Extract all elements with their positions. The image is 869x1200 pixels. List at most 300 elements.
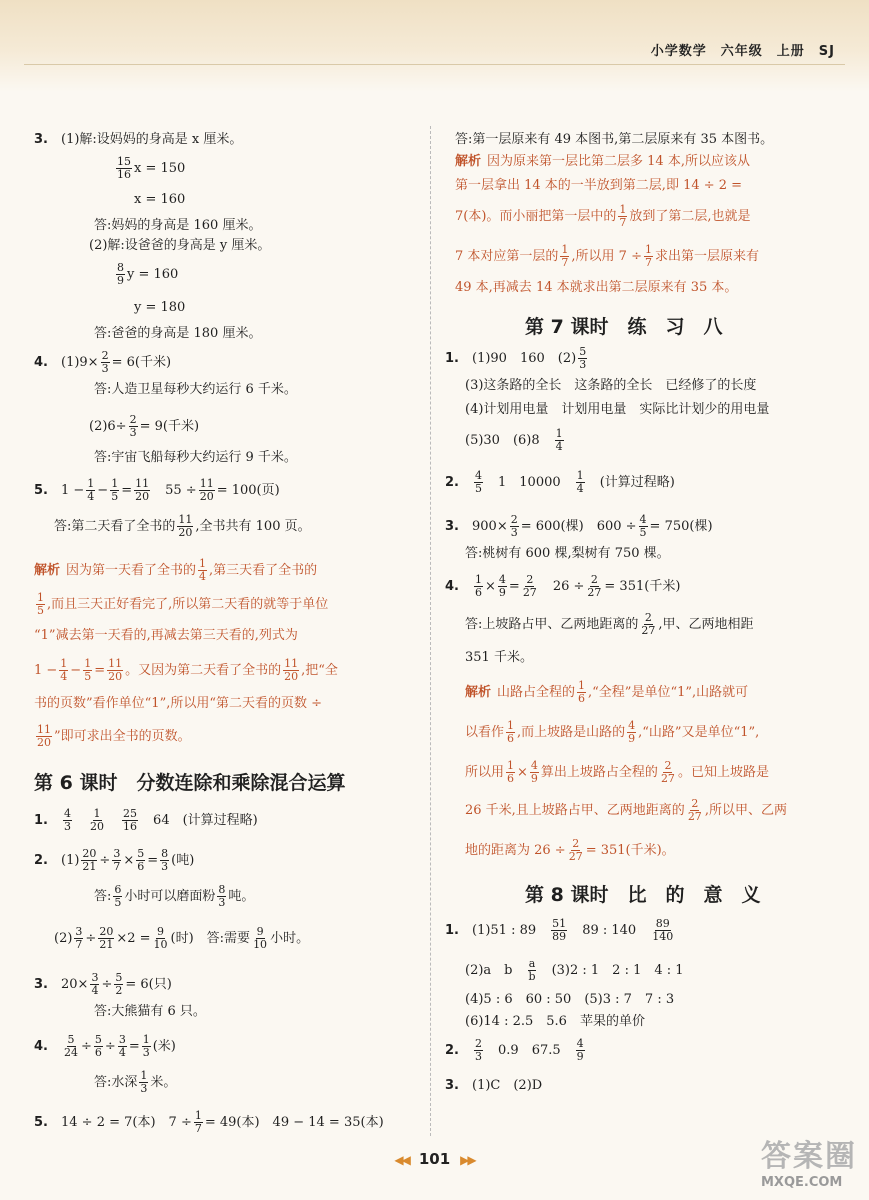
- fraction: [660, 760, 676, 785]
- denominator: 27: [687, 810, 702, 823]
- fraction: [586, 574, 602, 599]
- text-segment: ,“山路”又是单位“1”,: [638, 725, 760, 740]
- prev-analysis-line2: 第一层拿出 14 本的一半放到第二层,即 14 ÷ 2 =: [455, 178, 743, 193]
- text-segment: (2)a b: [465, 963, 513, 978]
- fraction: [136, 848, 145, 873]
- header-rule: [24, 64, 845, 65]
- fraction: [474, 1038, 483, 1063]
- text-segment: 。已知上坡路是: [677, 765, 769, 780]
- text-segment: 4.: [34, 1039, 48, 1054]
- text-segment: 26 ÷: [552, 579, 585, 594]
- fraction: [644, 244, 653, 269]
- numerator: 1: [142, 1033, 150, 1046]
- l7-q3-answer: 答:桃树有 600 棵,梨树有 750 棵。: [465, 546, 670, 561]
- text-segment: 吨。: [228, 889, 255, 904]
- numerator: 8: [218, 883, 226, 896]
- fraction: [177, 514, 193, 539]
- fraction: [112, 848, 121, 873]
- denominator: 16: [117, 168, 131, 181]
- fraction: [63, 808, 72, 833]
- fraction: [36, 592, 45, 617]
- text-segment: ×: [123, 853, 135, 868]
- l7-q1-line2: (3)这条路的全长 这条路的全长 已经修了的长度: [465, 378, 757, 393]
- text-segment: 答:上坡路占甲、乙两地距离的: [465, 617, 639, 632]
- text-segment: 因为原来第一层比第二层多 14 本,所以应该从: [487, 154, 750, 169]
- text-segment: 答:: [94, 889, 112, 904]
- fraction: [627, 720, 636, 745]
- l7-q1-line4: [465, 428, 566, 453]
- text-segment: (1)解:设妈妈的身高是 x 厘米。: [61, 132, 243, 147]
- numerator: 1: [140, 1069, 148, 1082]
- denominator: 10: [153, 938, 168, 951]
- l6-q2-answer: [94, 884, 254, 909]
- denominator: 20: [108, 670, 123, 683]
- denominator: 4: [118, 1046, 126, 1059]
- text-segment: ,甲、乙两地相距: [658, 617, 754, 632]
- text-segment: (2): [54, 931, 73, 946]
- fraction: [142, 1034, 151, 1059]
- denominator: 89: [552, 930, 567, 943]
- l7-q1-line1: [445, 346, 589, 371]
- denominator: 20: [135, 490, 150, 503]
- text-segment: ×: [517, 765, 528, 780]
- fraction: [555, 428, 564, 453]
- numerator: 9: [256, 925, 264, 938]
- text-segment: 5.: [34, 1115, 48, 1130]
- text-segment: x = 150: [134, 161, 186, 176]
- text-segment: y = 160: [127, 267, 179, 282]
- q4-answer1: 答:人造卫星每秒大约运行 6 千米。: [94, 382, 297, 397]
- numerator: 4: [498, 573, 506, 586]
- numerator: 1: [576, 469, 584, 482]
- fraction: [94, 1034, 103, 1059]
- text-segment: =: [508, 579, 520, 594]
- denominator: 7: [561, 256, 569, 269]
- text-segment: 1.: [34, 813, 48, 828]
- fraction: [63, 1034, 79, 1059]
- denominator: 4: [91, 984, 99, 997]
- text-segment: 山路占全程的: [497, 685, 576, 700]
- numerator: 4: [475, 469, 482, 482]
- denominator: 3: [64, 820, 71, 833]
- l7-q2: [445, 470, 675, 495]
- q3-answer2: 答:爸爸的身高是 180 厘米。: [94, 326, 262, 341]
- denominator: 7: [113, 860, 121, 873]
- numerator: 2: [526, 573, 534, 586]
- fraction: [122, 808, 138, 833]
- l6-q4-answer: [94, 1070, 176, 1095]
- fraction: [474, 470, 483, 495]
- text-segment: 答:第二天看了全书的: [54, 519, 176, 534]
- l7-analysis-line3: [465, 760, 769, 785]
- text-segment: 1 −: [61, 483, 85, 498]
- text-segment: = 600(棵) 600 ÷: [520, 519, 637, 534]
- numerator: 3: [118, 1033, 126, 1046]
- denominator: 3: [101, 362, 109, 375]
- denominator: 3: [129, 426, 137, 439]
- fraction: [198, 558, 207, 583]
- text-segment: 小时。: [270, 931, 310, 946]
- denominator: 5: [475, 482, 482, 495]
- denominator: 4: [576, 482, 584, 495]
- denominator: 4: [555, 440, 563, 453]
- numerator: 11: [108, 657, 123, 670]
- text-segment: ÷: [104, 1039, 116, 1054]
- denominator: 21: [82, 860, 97, 873]
- text-segment: 1.: [445, 923, 459, 938]
- denominator: 20: [199, 490, 214, 503]
- q4-line3: [89, 414, 199, 439]
- text-segment: 3.: [445, 1078, 459, 1093]
- l8-q1-line4: (6)14 : 2.5 5.6 苹果的单价: [465, 1014, 645, 1029]
- numerator: 1: [87, 477, 95, 490]
- prev-analysis-line3: [455, 204, 751, 229]
- denominator: 140: [652, 930, 674, 943]
- numerator: 3: [113, 847, 121, 860]
- numerator: 4: [64, 807, 71, 820]
- denominator: 5: [114, 896, 122, 909]
- numerator: 8: [161, 847, 169, 860]
- numerator: 1: [84, 657, 92, 670]
- numerator: 4: [628, 719, 636, 732]
- denominator: 5: [37, 604, 44, 617]
- fraction: [510, 514, 519, 539]
- prev-page-arrows-icon: ◀◀: [394, 1153, 409, 1167]
- text-segment: = 9(千米): [139, 419, 200, 434]
- fraction: [107, 658, 123, 683]
- text-segment: 答案圈: [761, 1139, 857, 1174]
- text-segment: (5)30 (6)8: [465, 433, 540, 448]
- fraction: [90, 972, 99, 997]
- numerator: 2: [590, 573, 598, 586]
- numerator: 11: [37, 723, 51, 736]
- numerator: 25: [123, 807, 138, 820]
- denominator: 3: [218, 896, 226, 909]
- denominator: 7: [75, 938, 83, 951]
- text-segment: ÷: [101, 977, 113, 992]
- numerator: 5: [115, 971, 123, 984]
- text-segment: 900×: [472, 519, 508, 534]
- l8-q1-line1: [445, 918, 676, 943]
- text-segment: 小时可以磨面粉: [124, 889, 216, 904]
- numerator: 2: [572, 837, 580, 850]
- q5-analysis-line4: [34, 658, 338, 683]
- denominator: 6: [507, 772, 515, 785]
- fraction: [114, 972, 123, 997]
- fraction: [528, 958, 537, 983]
- fraction: [36, 724, 52, 749]
- fraction: [283, 658, 299, 683]
- text-segment: 26 千米,且上坡路占甲、乙两地距离的: [465, 803, 685, 818]
- numerator: 2: [691, 797, 699, 810]
- denominator: 9: [576, 1050, 584, 1063]
- watermark-logo: [761, 1131, 857, 1190]
- fraction: [522, 574, 538, 599]
- denominator: 20: [90, 820, 105, 833]
- fraction: [576, 470, 585, 495]
- q4-line1: [34, 350, 171, 375]
- text-segment: 所以用: [465, 765, 505, 780]
- numerator: 51: [552, 917, 567, 930]
- denominator: 5: [111, 490, 119, 503]
- analysis-tag: 解析: [34, 563, 61, 578]
- text-segment: (1)51 : 89: [472, 923, 537, 938]
- l6-q4: [34, 1034, 176, 1059]
- text-segment: =: [147, 853, 159, 868]
- text-segment: 3.: [34, 132, 48, 147]
- numerator: 1: [111, 477, 119, 490]
- denominator: 20: [37, 736, 51, 749]
- numerator: 11: [284, 657, 299, 670]
- fraction: [116, 262, 125, 287]
- text-segment: 0.9 67.5: [498, 1043, 561, 1058]
- numerator: 1: [507, 759, 515, 772]
- text-segment: 7(本)。而小丽把第一层中的: [455, 209, 617, 224]
- text-segment: 2.: [445, 475, 459, 490]
- numerator: 89: [655, 917, 670, 930]
- l8-q1-line3: (4)5 : 6 60 : 50 (5)3 : 7 7 : 3: [465, 992, 675, 1007]
- text-segment: (1): [61, 853, 80, 868]
- text-segment: 以看作: [465, 725, 505, 740]
- l7-analysis-line5: [465, 838, 675, 863]
- denominator: 3: [475, 1050, 482, 1063]
- prev-answer: 答:第一层原来有 49 本图书,第二层原来有 35 本图书。: [455, 132, 774, 147]
- text-segment: 地的距离为 26 ÷: [465, 843, 566, 858]
- text-segment: 7 本对应第一层的: [455, 249, 559, 264]
- q5-analysis-line1: [34, 558, 317, 583]
- numerator: 11: [135, 477, 150, 490]
- l7-analysis-line4: [465, 798, 787, 823]
- text-segment: ,第三天看了全书的: [209, 563, 318, 578]
- fraction: [640, 612, 656, 637]
- fraction: [560, 244, 569, 269]
- fraction: [530, 760, 539, 785]
- text-segment: = 6(千米): [111, 355, 172, 370]
- text-segment: ,把“全: [301, 663, 338, 678]
- text-segment: = 351(千米)。: [585, 843, 675, 858]
- numerator: 2: [101, 349, 109, 362]
- q3-line2: [114, 156, 185, 181]
- text-segment: (1)90 160 (2): [472, 351, 577, 366]
- numerator: 3: [75, 925, 83, 938]
- q5-analysis-line5: 书的页数”看作单位“1”,所以用“第二天看的页数 ÷: [34, 696, 323, 711]
- text-segment: 算出上坡路占全程的: [540, 765, 658, 780]
- q5-line1: [34, 478, 280, 503]
- fraction: [139, 1070, 148, 1095]
- numerator: 5: [137, 847, 145, 860]
- text-segment: 89 : 140: [582, 923, 637, 938]
- fraction: [134, 478, 150, 503]
- text-segment: 64: [153, 813, 170, 828]
- numerator: 9: [157, 925, 165, 938]
- text-segment: (米): [152, 1039, 176, 1054]
- text-segment: ÷: [85, 931, 97, 946]
- lesson6-title: 第 6 课时 分数连除和乘除混合运算: [34, 772, 346, 794]
- numerator: 1: [93, 807, 101, 820]
- text-segment: 14 ÷ 2 = 7(本) 7 ÷: [61, 1115, 192, 1130]
- denominator: 27: [660, 772, 675, 785]
- numerator: 11: [178, 513, 193, 526]
- q3-line3: x = 160: [134, 192, 186, 207]
- numerator: 20: [82, 847, 97, 860]
- prev-analysis-line4: [455, 244, 759, 269]
- text-segment: 5.: [34, 483, 48, 498]
- fraction: [113, 884, 122, 909]
- denominator: 6: [507, 732, 515, 745]
- fraction: [498, 574, 507, 599]
- text-segment: MXQE.COM: [761, 1175, 843, 1190]
- l8-q2: [445, 1038, 587, 1063]
- denominator: 24: [64, 1046, 78, 1059]
- text-segment: ,“全程”是单位“1”,山路就可: [588, 685, 749, 700]
- denominator: 7: [619, 216, 627, 229]
- numerator: 1: [60, 657, 68, 670]
- q3-answer1: 答:妈妈的身高是 160 厘米。: [94, 218, 262, 233]
- denominator: 9: [530, 772, 538, 785]
- text-segment: 米。: [150, 1075, 177, 1090]
- text-segment: 101: [418, 1150, 451, 1168]
- text-segment: ,而上坡路是山路的: [517, 725, 626, 740]
- denominator: 2: [115, 984, 123, 997]
- fraction: [129, 414, 138, 439]
- text-segment: ,全书共有 100 页。: [195, 519, 311, 534]
- l6-q3-answer: 答:大熊猫有 6 只。: [94, 1004, 206, 1019]
- numerator: 2: [510, 513, 518, 526]
- fraction: [110, 478, 119, 503]
- text-segment: −: [97, 483, 109, 498]
- text-segment: ,而且三天正好看完了,所以第二天看的就等于单位: [47, 597, 329, 612]
- q3-line6: [114, 262, 178, 287]
- prev-analysis-line1: [455, 152, 750, 172]
- text-segment: 4.: [445, 579, 459, 594]
- q5-analysis-line2: [34, 592, 328, 617]
- text-segment: ”即可求出全书的页数。: [54, 729, 191, 744]
- prev-analysis-line5: 49 本,再减去 14 本就求出第二层原来有 35 本。: [455, 280, 738, 295]
- denominator: 10: [253, 938, 268, 951]
- denominator: 3: [161, 860, 169, 873]
- text-segment: (时) 答:需要: [170, 931, 251, 946]
- l6-q5: [34, 1110, 384, 1135]
- numerator: 4: [530, 759, 538, 772]
- text-segment: 55 ÷: [165, 483, 197, 498]
- text-segment: =: [121, 483, 133, 498]
- denominator: b: [528, 970, 536, 983]
- l7-q4: [445, 574, 680, 599]
- text-segment: (2)6÷: [89, 419, 127, 434]
- denominator: 21: [99, 938, 114, 951]
- lesson8-title: 第 8 课时 比 的 意 义: [525, 884, 761, 906]
- numerator: 2: [129, 413, 137, 426]
- l7-q1-line3: (4)计划用电量 计划用电量 实际比计划少的用电量: [465, 402, 770, 417]
- fraction: [252, 926, 268, 951]
- l6-q2-line1: [34, 848, 194, 873]
- text-segment: =: [128, 1039, 140, 1054]
- numerator: 1: [507, 719, 515, 732]
- numerator: 5: [67, 1033, 75, 1046]
- denominator: 4: [60, 670, 68, 683]
- text-segment: (计算过程略): [599, 475, 675, 490]
- fraction: [651, 918, 674, 943]
- denominator: 27: [587, 586, 602, 599]
- text-segment: ,所以用 7 ÷: [571, 249, 642, 264]
- fraction: [618, 204, 627, 229]
- l7-analysis-line1: [465, 680, 748, 705]
- page-number: [0, 1150, 869, 1168]
- text-segment: 3.: [445, 519, 459, 534]
- numerator: 4: [639, 513, 647, 526]
- text-segment: ×: [485, 579, 496, 594]
- denominator: 6: [137, 860, 145, 873]
- fraction: [687, 798, 703, 823]
- l6-q1: [34, 808, 258, 833]
- text-segment: 2.: [34, 853, 48, 868]
- q3-line7: y = 180: [134, 300, 186, 315]
- l8-q1-line2: [465, 958, 684, 983]
- text-segment: 20×: [61, 977, 89, 992]
- fraction: [153, 926, 169, 951]
- fraction: [577, 680, 586, 705]
- numerator: 2: [644, 611, 652, 624]
- text-segment: = 6(只): [125, 977, 172, 992]
- fraction: [551, 918, 567, 943]
- numerator: 5: [94, 1033, 102, 1046]
- fraction: [101, 350, 110, 375]
- text-segment: ×2 =: [116, 931, 151, 946]
- denominator: 6: [578, 692, 586, 705]
- text-segment: = 351(千米): [604, 579, 681, 594]
- denominator: 9: [628, 732, 636, 745]
- denominator: 9: [117, 274, 124, 287]
- denominator: 16: [123, 820, 138, 833]
- fraction: [81, 848, 97, 873]
- denominator: 3: [140, 1082, 148, 1095]
- fraction: [217, 884, 226, 909]
- numerator: 1: [619, 203, 627, 216]
- numerator: 1: [475, 573, 482, 586]
- l7-q3: [445, 514, 713, 539]
- text-segment: ÷: [99, 853, 111, 868]
- q4-answer2: 答:宇宙飞船每秒大约运行 9 千米。: [94, 450, 297, 465]
- fraction: [578, 346, 587, 371]
- numerator: 2: [475, 1037, 482, 1050]
- fraction: [116, 156, 132, 181]
- denominator: 9: [498, 586, 506, 599]
- numerator: 4: [576, 1037, 584, 1050]
- analysis-tag: 解析: [465, 685, 492, 700]
- fraction: [86, 478, 95, 503]
- numerator: 20: [99, 925, 114, 938]
- denominator: 27: [522, 586, 537, 599]
- fraction: [83, 658, 92, 683]
- denominator: 7: [644, 256, 652, 269]
- numerator: 1: [555, 427, 563, 440]
- text-segment: 2.: [445, 1043, 459, 1058]
- numerator: 5: [579, 345, 587, 358]
- fraction: [568, 838, 584, 863]
- denominator: 3: [142, 1046, 150, 1059]
- denominator: 6: [475, 586, 482, 599]
- l6-q2-line2: [54, 926, 309, 951]
- l7-q4-answer2: 351 千米。: [465, 650, 533, 665]
- l7-q4-answer: [465, 612, 754, 637]
- text-segment: 求出第一层原来有: [654, 249, 759, 264]
- text-segment: =: [94, 663, 106, 678]
- analysis-tag: 解析: [455, 154, 482, 169]
- denominator: 20: [284, 670, 299, 683]
- text-segment: 答:水深: [94, 1075, 138, 1090]
- fraction: [74, 926, 83, 951]
- fraction: [98, 926, 114, 951]
